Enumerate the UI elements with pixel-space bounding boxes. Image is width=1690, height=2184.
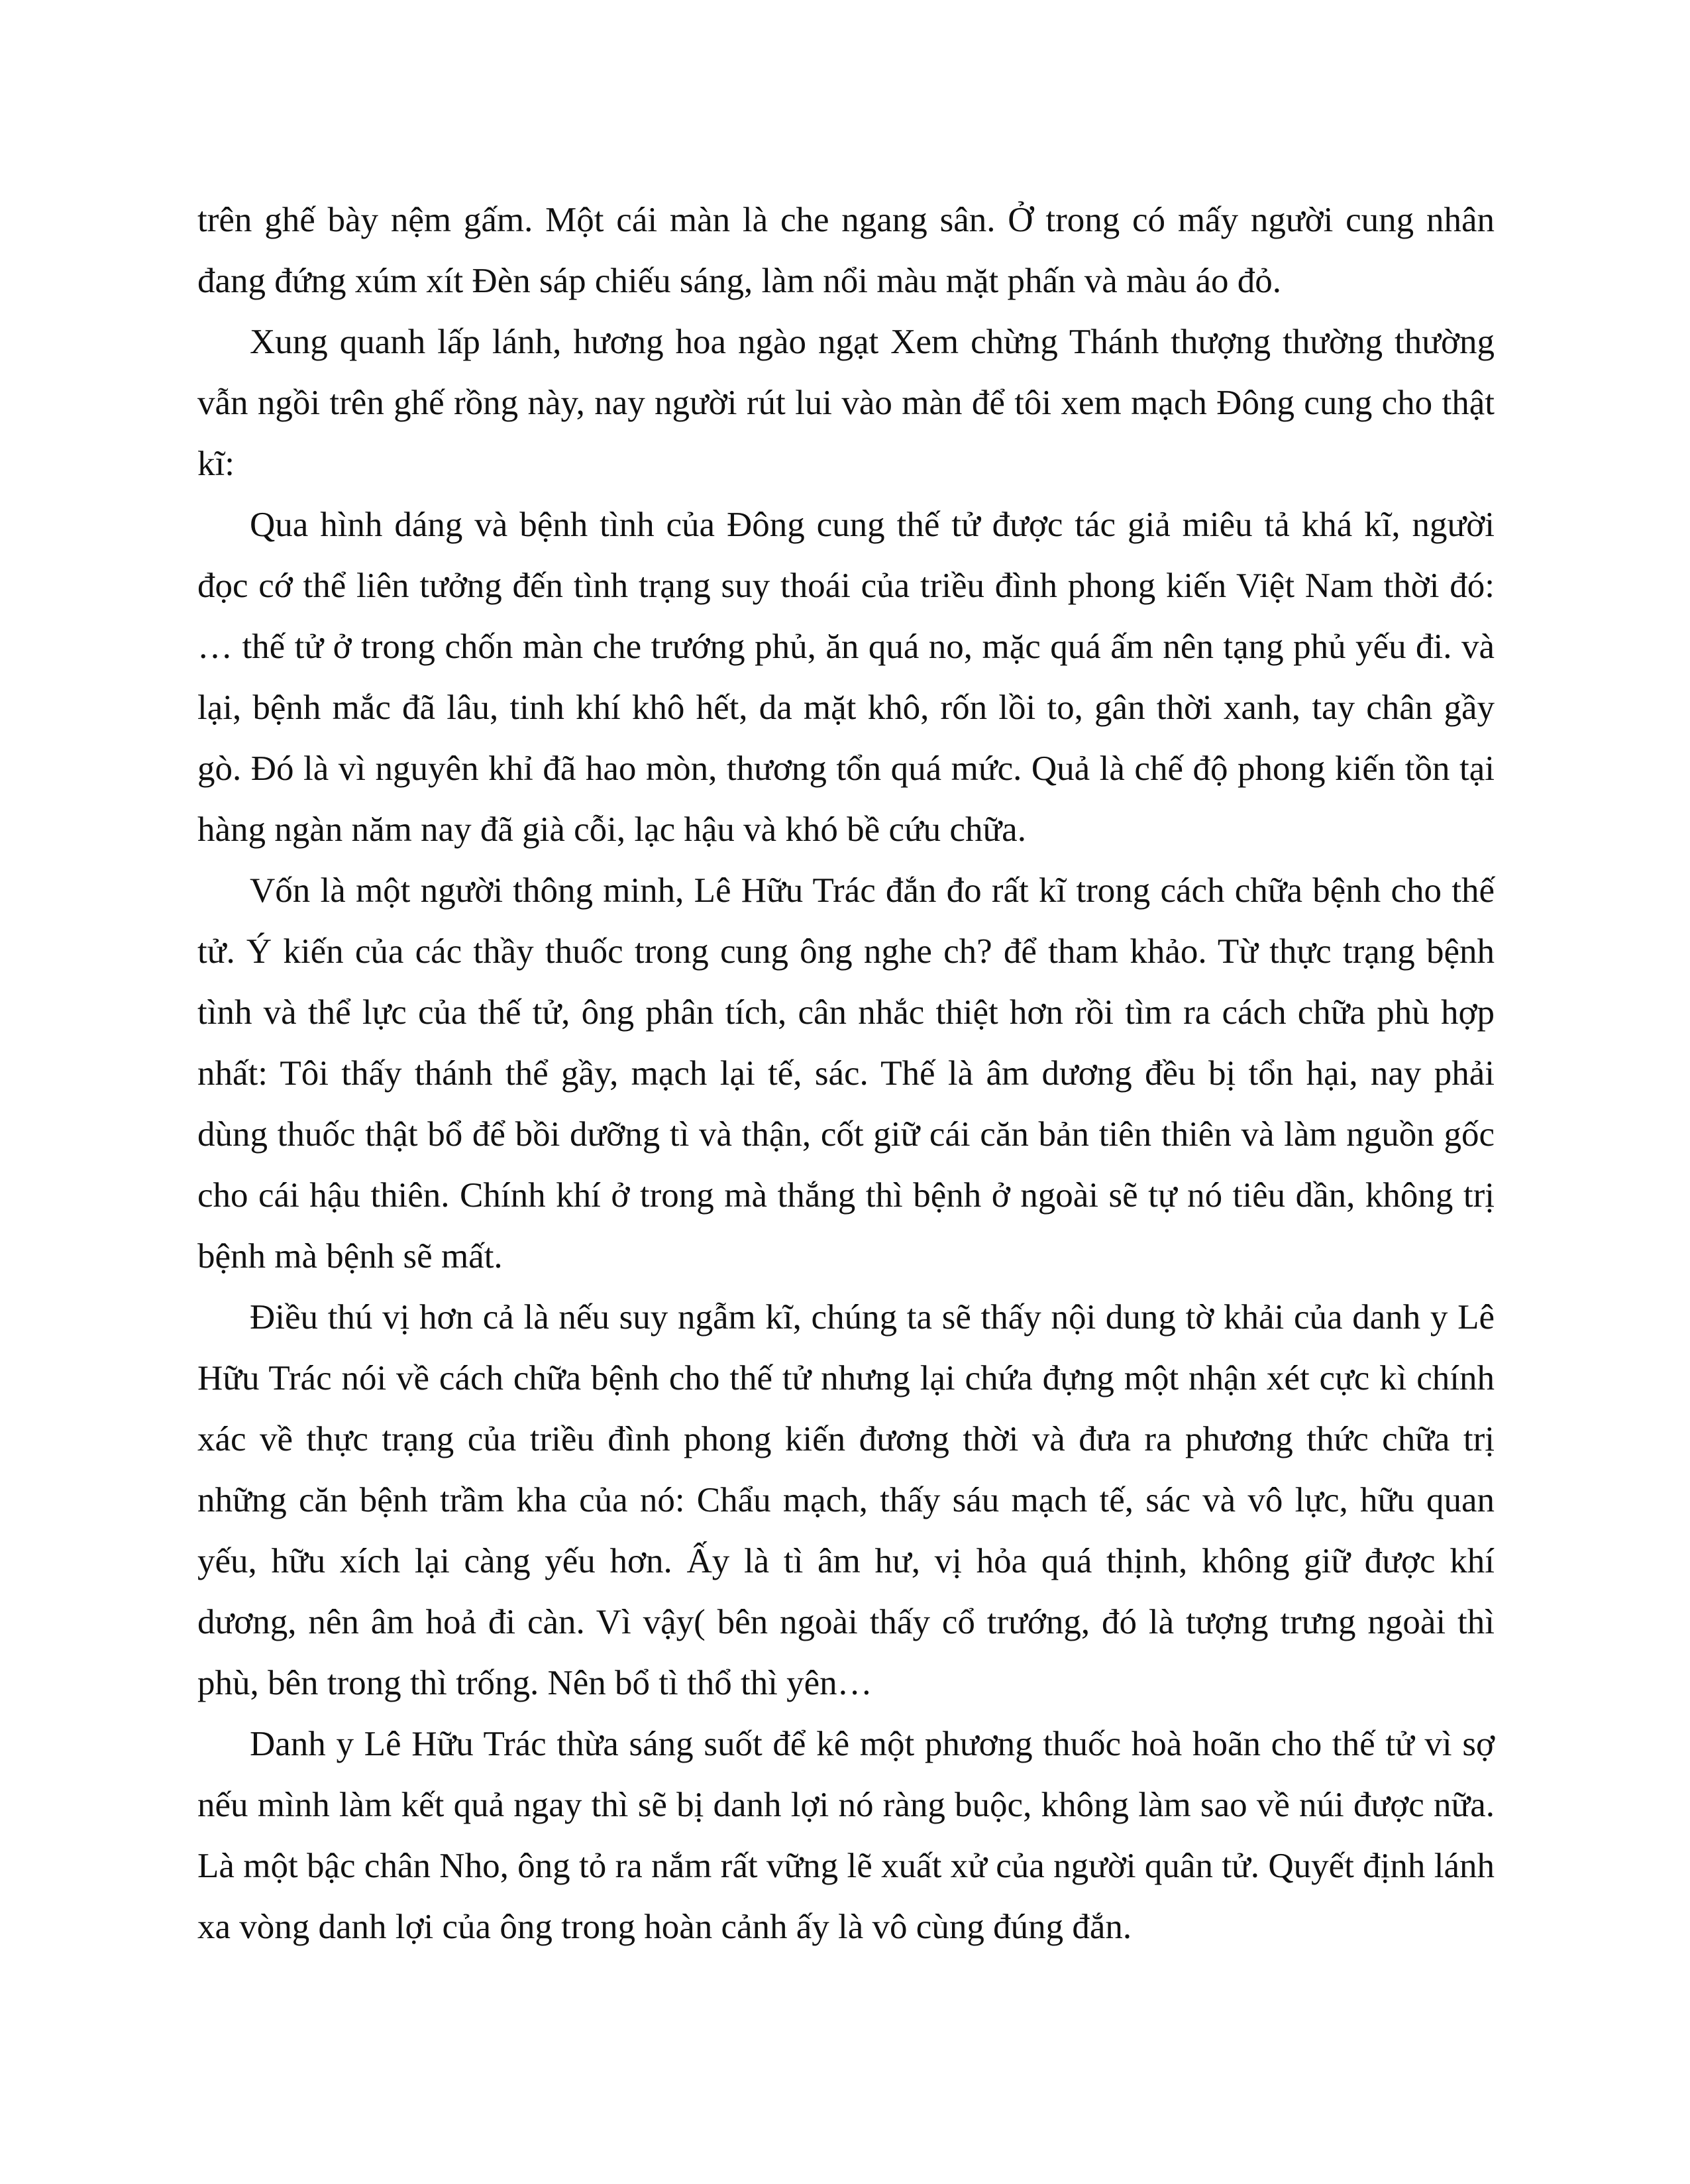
paragraph-5: Điều thú vị hơn cả là nếu suy ngẫm kĩ, chúng ta sẽ thấy nội dung tờ khải của danh y Lê Hữu Trác nói về cách chữa bệnh cho thế tử nhưng lại chứa đựng một nhận xét cực kì chính xác về thực trạng của triều đình phong kiến đương thời và đưa ra phương thức chữa trị những căn bệnh trầm kha của nó: Chẩu mạch, thấy sáu mạch tế, sác và vô lực, hữu quan yếu, hữu xích lại càng yếu hơn. Ấy là tì âm hư, vị hỏa quá thịnh, không giữ được khí dương, nên âm hoả đi càn. Vì vậy( bên ngoài thấy cổ trướng, đó là tượng trưng ngoài thì phù, bên trong thì trống. Nên bổ tì thổ thì yên… — [197, 1298, 1495, 1702]
paragraph-6: Danh y Lê Hữu Trác thừa sáng suốt để kê một phương thuốc hoà hoãn cho thế tử vì sợ nếu mình làm kết quả ngay thì sẽ bị danh lợi nó ràng buộc, không làm sao về núi được nữa. Là một bậc chân Nho, ông tỏ ra nắm rất vững lẽ xuất xử của người quân tử. Quyết định lánh xa vòng danh lợi của ông trong hoàn cảnh ấy là vô cùng đúng đắn. — [197, 1725, 1495, 1946]
paragraph-4: Vốn là một người thông minh, Lê Hữu Trác đắn đo rất kĩ trong cách chữa bệnh cho thế tử. Ý kiến của các thầy thuốc trong cung ông nghe ch? để tham khảo. Từ thực trạng bệnh tình và thể lực của thế tử, ông phân tích, cân nhắc thiệt hơn rồi tìm ra cách chữa phù hợp nhất: Tôi thấy thánh thể gầy, mạch lại tế, sác. Thế là âm dương đều bị tổn hại, nay phải dùng thuốc thật bổ để bồi dưỡng tì và thận, cốt giữ cái căn bản tiên thiên và làm nguồn gốc cho cái hậu thiên. Chính khí ở trong mà thắng thì bệnh ở ngoài sẽ tự nó tiêu dần, không trị bệnh mà bệnh sẽ mất. — [197, 871, 1495, 1276]
paragraph-2: Xung quanh lấp lánh, hương hoa ngào ngạt Xem chừng Thánh thượng thường thường vẫn ngồi trên ghế rồng này, nay người rút lui vào màn để tôi xem mạch Đông cung cho thật kĩ: — [197, 323, 1495, 483]
paragraph-1: trên ghế bày nệm gấm. Một cái màn là che ngang sân. Ở trong có mấy người cung nhân đang đứng xúm xít Đèn sáp chiếu sáng, làm nổi màu mặt phấn và màu áo đỏ. — [197, 201, 1495, 300]
document-page — [197, 190, 1495, 1957]
paragraph-3: Qua hình dáng và bệnh tình của Đông cung thế tử được tác giả miêu tả khá kĩ, người đọc cớ thể liên tưởng đến tình trạng suy thoái của triều đình phong kiến Việt Nam thời đó: … thế tử ở trong chốn màn che trướng phủ, ăn quá no, mặc quá ấm nên tạng phủ yếu đi. và lại, bệnh mắc đã lâu, tinh khí khô hết, da mặt khô, rốn lồi to, gân thời xanh, tay chân gầy gò. Đó là vì nguyên khỉ đã hao mòn, thương tổn quá mức. Quả là chế độ phong kiến tồn tại hàng ngàn năm nay đã già cỗi, lạc hậu và khó bề cứu chữa. — [197, 506, 1495, 849]
